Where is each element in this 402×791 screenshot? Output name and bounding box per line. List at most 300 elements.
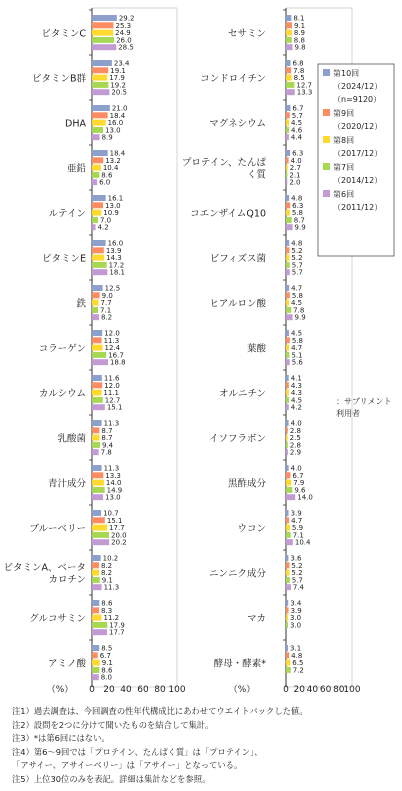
panel-2-data-label: 4.6 xyxy=(291,126,303,135)
panel-2-bar xyxy=(286,577,290,583)
panel-1-bar xyxy=(92,82,108,88)
panel-1-data-label: 10.9 xyxy=(103,209,119,218)
legend-swatch xyxy=(323,109,330,116)
panel-2-data-label: 6.3 xyxy=(292,201,304,210)
panel-1-bar xyxy=(92,487,105,493)
panel-2-category-label: ビフィズス菌 xyxy=(209,253,266,265)
panel-2-data-label: 10.4 xyxy=(294,538,311,547)
panel-1-category-label: 亜鉛 xyxy=(66,163,86,175)
panel-1-bar xyxy=(92,37,114,43)
panel-1-bar xyxy=(92,375,102,381)
panel-2-bar xyxy=(286,525,290,531)
panel-1-category-label: ビタミンA、ベータ xyxy=(3,562,86,574)
panel-1-bar xyxy=(92,60,112,66)
panel-1-bar xyxy=(92,300,99,306)
panel-2-bar xyxy=(286,44,292,50)
panel-2-data-label: 7.4 xyxy=(292,583,305,592)
panel-2-data-label: 2.7 xyxy=(289,164,301,173)
panel-2-data-label: 5.2 xyxy=(291,254,303,263)
panel-2-data-label: 4.8 xyxy=(291,239,303,248)
panel-1-data-label: 12.0 xyxy=(104,329,120,338)
panel-1-bar xyxy=(92,562,99,568)
panel-2-bar xyxy=(286,202,290,208)
panel-2-data-label: 5.7 xyxy=(291,576,303,585)
panel-1-data-label: 7.7 xyxy=(100,299,112,308)
panel-2-data-label: 8.8 xyxy=(293,36,305,45)
panel-1-bar xyxy=(92,494,103,500)
panel-1-data-label: 9.0 xyxy=(101,291,113,300)
panel-1-data-label: 26.0 xyxy=(116,36,132,45)
panel-2-category-label: ヒアルロン酸 xyxy=(209,298,266,310)
panel-2-bar xyxy=(286,240,289,246)
panel-1-bar xyxy=(92,539,109,545)
panel-2-data-label: 4.8 xyxy=(291,651,303,660)
panel-1-bar xyxy=(92,465,102,471)
panel-1-bar xyxy=(92,337,102,343)
panel-2-data-label: 9.1 xyxy=(294,21,306,30)
panel-1-bar xyxy=(92,442,100,448)
panel-2-data-label: 4.4 xyxy=(290,133,303,142)
panel-2-bar xyxy=(286,172,287,178)
panel-1-data-label: 12.0 xyxy=(104,381,120,390)
panel-2-data-label: 4.5 xyxy=(290,119,303,128)
panel-2-data-label: 14.0 xyxy=(297,493,313,502)
panel-2-data-label: 8.5 xyxy=(293,74,305,83)
panel-2-data-label: 4.7 xyxy=(291,516,303,525)
panel-1-x-tick-label: 100 xyxy=(168,685,186,695)
panel-1-bar xyxy=(92,179,97,185)
panel-2-bar xyxy=(286,390,289,396)
panel-1-data-label: 8.7 xyxy=(101,426,113,435)
panel-1-bar xyxy=(92,645,99,651)
panel-1-x-tick-label: 40 xyxy=(120,685,132,695)
panel-1-bar xyxy=(92,615,102,621)
panel-1-data-label: 11.1 xyxy=(103,389,120,398)
panel-1-bar xyxy=(92,44,116,50)
panel-1-data-label: 6.7 xyxy=(99,651,111,660)
panel-1-data-label: 9.1 xyxy=(101,576,113,585)
panel-1-bar xyxy=(92,359,108,365)
panel-2-bar xyxy=(286,442,288,448)
panel-2-category-label: マカ xyxy=(246,613,266,625)
panel-1-bar xyxy=(92,397,103,403)
panel-2-bar xyxy=(286,645,288,651)
panel-2-bar xyxy=(286,67,291,73)
panel-1-data-label: 8.2 xyxy=(100,561,113,570)
panel-2-data-label: 3.0 xyxy=(289,621,302,630)
panel-1-data-label: 20.0 xyxy=(111,531,127,540)
panel-1-unit-label: （%） xyxy=(46,685,74,695)
panel-2-bar xyxy=(286,150,290,156)
panel-1-bar xyxy=(92,112,108,118)
panel-2-bar xyxy=(286,165,288,171)
panel-1-bar xyxy=(92,22,114,28)
panel-2-category-label: 黒酢成分 xyxy=(227,478,266,490)
panel-1-bar xyxy=(92,202,103,208)
panel-1-bar xyxy=(92,172,99,178)
panel-1-bar xyxy=(92,127,103,133)
panel-1-bar xyxy=(92,195,106,201)
panel-2-data-label: 6.7 xyxy=(292,471,304,480)
panel-1-data-label: 10.4 xyxy=(102,164,119,173)
panel-1-x-tick-label: 20 xyxy=(103,685,115,695)
panel-1-bar xyxy=(92,660,100,666)
panel-1-data-label: 14.9 xyxy=(106,486,123,495)
panel-1-bar xyxy=(92,89,109,95)
panel-1-data-label: 14.0 xyxy=(105,479,122,488)
legend-swatch xyxy=(323,190,330,197)
panel-2-bar xyxy=(286,105,290,111)
panel-2-bar xyxy=(286,517,289,523)
panel-1-x-tick-label: 80 xyxy=(154,685,166,695)
panel-2-bar xyxy=(286,255,289,261)
panel-1-data-label: 8.2 xyxy=(100,569,113,578)
panel-1-data-label: 8.6 xyxy=(101,666,113,675)
panel-1-data-label: 13.0 xyxy=(105,126,121,135)
panel-1-bar xyxy=(92,307,98,313)
panel-2-bar xyxy=(286,465,289,471)
panel-2-bar xyxy=(286,375,289,381)
panel-2-bar xyxy=(286,112,290,118)
panel-1-bar xyxy=(92,382,102,388)
panel-2-bar xyxy=(286,615,288,621)
panel-2-data-label: 4.0 xyxy=(290,156,302,165)
panel-1-data-label: 4.2 xyxy=(97,223,109,232)
panel-2-data-label: 5.8 xyxy=(291,209,303,218)
panel-2-bar xyxy=(286,404,289,410)
panel-1-data-label: 11.3 xyxy=(103,419,120,428)
legend-swatch xyxy=(323,136,330,143)
panel-2-x-tick-label: 60 xyxy=(319,685,332,695)
panel-2-bar xyxy=(286,224,293,230)
panel-2-category-label: ウコン xyxy=(237,523,266,535)
panel-2-data-label: 5.6 xyxy=(291,358,303,367)
panel-2-bar xyxy=(286,352,289,358)
panel-2-data-label: 5.2 xyxy=(291,246,303,255)
panel-1-data-label: 28.5 xyxy=(118,43,134,52)
panel-1-data-label: 8.0 xyxy=(100,673,112,682)
legend-series-period: （2020/12） xyxy=(333,122,383,131)
panel-2-bar xyxy=(286,269,290,275)
panel-2-data-label: 4.5 xyxy=(290,396,303,405)
panel-2-data-label: 2.0 xyxy=(289,178,301,187)
panel-1-data-label: 11.3 xyxy=(103,583,120,592)
panel-1-category-label: 鉄 xyxy=(76,298,86,310)
panel-2-data-label: 5.7 xyxy=(291,261,303,270)
panel-2-data-label: 2.1 xyxy=(289,171,301,180)
panel-1-bar xyxy=(92,517,105,523)
panel-1-data-label: 19.2 xyxy=(110,81,126,90)
panel-1-data-label: 13.9 xyxy=(105,246,122,255)
panel-2-data-label: 3.4 xyxy=(290,599,302,608)
panel-2-data-label: 13.3 xyxy=(296,88,313,97)
panel-1-category-label: DHA xyxy=(65,118,86,130)
panel-2-x-tick-label: 0 xyxy=(283,685,289,695)
panel-1-category-label: 青汁成分 xyxy=(47,478,86,490)
panel-2-bar xyxy=(286,120,289,126)
panel-2-bar xyxy=(286,300,289,306)
note-1: 注1）過去調査は、今回調査の性年代構成比にあわせてウエイトバックした値。 xyxy=(12,706,308,716)
panel-1-bar xyxy=(92,472,103,478)
panel-1-data-label: 23.4 xyxy=(113,59,130,68)
panel-1-data-label: 10.7 xyxy=(103,509,119,518)
respondent-label: 利用者 xyxy=(336,409,360,418)
panel-2-data-label: 8.1 xyxy=(293,14,305,23)
panel-1-data-label: 17.2 xyxy=(108,261,125,270)
panel-1-data-label: 13.0 xyxy=(105,493,121,502)
panel-1-bar xyxy=(92,285,103,291)
panel-2-data-label: 2.8 xyxy=(289,426,301,435)
panel-1-bar xyxy=(92,217,98,223)
panel-2-bar xyxy=(286,562,289,568)
note-4: 注4）第6～9回では「プロテイン、たんぱく質」は「プロテイン」、 xyxy=(12,746,263,757)
panel-1-x-tick-label: 0 xyxy=(89,685,95,695)
panel-1-bar xyxy=(92,330,102,336)
panel-1-data-label: 17.7 xyxy=(109,628,125,637)
panel-1-bar xyxy=(92,15,117,21)
panel-1-data-label: 14.3 xyxy=(106,254,122,263)
panel-2-bar xyxy=(286,449,288,455)
panel-1-bar xyxy=(92,525,107,531)
panel-2-data-label: 5.2 xyxy=(291,569,303,578)
panel-2-data-label: 9.6 xyxy=(294,486,306,495)
panel-1-data-label: 7.8 xyxy=(100,448,112,457)
panel-2-data-label: 3.9 xyxy=(290,509,302,518)
panel-1-bar xyxy=(92,600,99,606)
panel-1-bar xyxy=(92,555,101,561)
panel-1-data-label: 11.2 xyxy=(103,614,120,623)
panel-2-data-label: 7.9 xyxy=(293,479,305,488)
panel-1-data-label: 9.4 xyxy=(101,441,114,450)
panel-1-bar xyxy=(92,345,103,351)
panel-2-bar xyxy=(286,15,291,21)
panel-1-category-label: グルコサミン xyxy=(29,613,86,625)
panel-1-bar xyxy=(92,269,107,275)
panel-1-data-label: 20.2 xyxy=(111,538,127,547)
panel-1-category-label: コラーゲン xyxy=(38,343,86,355)
panel-2-data-label: 4.0 xyxy=(290,464,302,473)
legend-sample-size: （n=9120） xyxy=(333,95,382,104)
panel-1-bar xyxy=(92,607,99,613)
panel-2-data-label: 8.7 xyxy=(293,216,305,225)
panel-2-bar xyxy=(286,600,288,606)
panel-1-bar xyxy=(92,652,98,658)
panel-1-data-label: 16.0 xyxy=(107,239,124,248)
panel-2-bar xyxy=(286,89,295,95)
panel-2-data-label: 6.3 xyxy=(292,149,304,158)
panel-1-data-label: 18.4 xyxy=(109,149,126,158)
panel-1-bar xyxy=(92,629,107,635)
panel-1-bar xyxy=(92,427,99,433)
panel-2-data-label: 7.1 xyxy=(292,531,304,540)
panel-1-bar xyxy=(92,420,102,426)
panel-2-bar xyxy=(286,660,290,666)
panel-1-data-label: 24.9 xyxy=(115,29,131,38)
panel-1-data-label: 11.3 xyxy=(103,336,120,345)
panel-1-bar xyxy=(92,584,102,590)
note-3: 注3）*は第6回にはない。 xyxy=(12,733,110,743)
legend-series-period: （2014/12） xyxy=(333,176,383,185)
panel-1-bar xyxy=(92,247,104,253)
panel-1-data-label: 13.2 xyxy=(105,156,121,165)
panel-1-data-label: 25.3 xyxy=(115,21,132,30)
panel-1-bar xyxy=(92,255,104,261)
panel-2-data-label: 5.8 xyxy=(291,336,303,345)
panel-1-data-label: 11.3 xyxy=(103,464,120,473)
panel-1-data-label: 10.2 xyxy=(102,554,119,563)
legend-series-period: （2011/12） xyxy=(333,203,383,212)
panel-2-bar xyxy=(286,397,289,403)
panel-2-unit-label: （%） xyxy=(228,685,256,695)
panel-1-category-label: カルシウム xyxy=(38,388,86,400)
panel-1-category-label: ビタミンE xyxy=(41,253,86,265)
panel-2-category-label: ニンニク成分 xyxy=(208,568,266,580)
panel-2-bar xyxy=(286,652,289,658)
legend-box xyxy=(318,64,394,256)
panel-1-bar xyxy=(92,390,101,396)
legend-series-name: 第10回 xyxy=(333,69,360,78)
panel-1-bar xyxy=(92,404,105,410)
panel-1-bar xyxy=(92,352,106,358)
panel-2-bar xyxy=(286,330,289,336)
panel-1-bar xyxy=(92,120,106,126)
panel-2-category-label: イソフラボン xyxy=(208,433,266,445)
panel-2-bar xyxy=(286,487,292,493)
panel-1-data-label: 8.6 xyxy=(101,599,113,608)
panel-2-bar xyxy=(286,22,292,28)
panel-2-data-label: 4.0 xyxy=(290,419,302,428)
panel-1-data-label: 8.5 xyxy=(101,644,113,653)
panel-1-data-label: 8.6 xyxy=(101,171,113,180)
panel-1-data-label: 20.5 xyxy=(111,88,128,97)
note-4-continued: 「アサイー、アサイーベリー」は「アサイー」となっている。 xyxy=(12,760,243,770)
panel-2-bar xyxy=(286,510,289,516)
panel-2-data-label: 3.9 xyxy=(290,606,302,615)
note-5: 注5）上位30位のみを表記。詳細は集計などを参照。 xyxy=(12,773,211,784)
panel-1-bar xyxy=(92,532,109,538)
legend-swatch xyxy=(323,69,330,76)
panel-2-bar xyxy=(286,420,289,426)
panel-2-bar xyxy=(286,30,292,36)
panel-2-category-label: オルニチン xyxy=(218,388,266,400)
panel-1-category-label: ビタミンC xyxy=(41,28,86,40)
panel-2-bar xyxy=(286,667,291,673)
note-2: 注2）設問を2つに分けて聞いたものを結合して集計。 xyxy=(12,719,214,730)
panel-2-bar xyxy=(286,314,293,320)
panel-2-data-label: 4.7 xyxy=(291,284,303,293)
panel-2-data-label: 2.8 xyxy=(289,441,301,450)
panel-2-bar xyxy=(286,337,290,343)
panel-2-bar xyxy=(286,60,290,66)
panel-2-category-label: 葉酸 xyxy=(246,343,266,355)
panel-1-data-label: 16.7 xyxy=(108,351,124,360)
panel-1-data-label: 13.3 xyxy=(105,471,121,480)
panel-2-data-label: 4.2 xyxy=(290,403,302,412)
panel-1-data-label: 8.9 xyxy=(101,133,113,142)
panel-1-category-label: ルテイン xyxy=(48,208,86,220)
panel-2-data-label: 5.9 xyxy=(291,524,304,533)
panel-2-data-label: 2.5 xyxy=(289,434,301,443)
panel-2-bar xyxy=(286,292,290,298)
panel-1-bar xyxy=(92,292,100,298)
panel-2-bar xyxy=(286,539,293,545)
panel-1-data-label: 15.1 xyxy=(106,403,123,412)
panel-2-data-label: 5.2 xyxy=(291,561,303,570)
panel-1-data-label: 7.1 xyxy=(100,306,112,315)
panel-2-data-label: 3.0 xyxy=(289,614,302,623)
panel-2-bar xyxy=(286,127,289,133)
panel-2-bar xyxy=(286,82,294,88)
respondent-label: ：サプリメント xyxy=(336,397,392,406)
panel-1-data-label: 29.2 xyxy=(118,14,135,23)
panel-1-bar xyxy=(92,667,99,673)
panel-1-data-label: 8.2 xyxy=(100,313,113,322)
panel-2-data-label: 5.7 xyxy=(291,268,303,277)
panel-2-bar xyxy=(286,472,290,478)
panel-2-bar xyxy=(286,247,289,253)
panel-2-data-label: 8.9 xyxy=(293,29,306,38)
panel-2-data-label: 4.3 xyxy=(290,389,302,398)
panel-1-bar xyxy=(92,622,107,628)
panel-1-bar xyxy=(92,577,100,583)
panel-2-data-label: 4.7 xyxy=(291,344,303,353)
panel-1-bar xyxy=(92,570,99,576)
panel-2-data-label: 4.8 xyxy=(291,194,303,203)
panel-1-bar xyxy=(92,224,96,230)
panel-2-bar xyxy=(286,555,288,561)
panel-2-x-tick-label: 20 xyxy=(293,685,305,695)
panel-1-data-label: 18.8 xyxy=(109,358,126,367)
panel-2-bar xyxy=(286,532,291,538)
panel-1-bar xyxy=(92,67,108,73)
panel-2-x-tick-label: 100 xyxy=(343,685,361,695)
legend-series-period: （2024/12） xyxy=(333,82,383,91)
panel-2-data-label: 7.8 xyxy=(293,306,305,315)
panel-1-data-label: 19.1 xyxy=(110,66,126,75)
panel-2-bar xyxy=(286,359,290,365)
panel-2-category-label: マグネシウム xyxy=(209,118,266,130)
panel-1-bar xyxy=(92,105,110,111)
panel-1-bar xyxy=(92,134,100,140)
panel-2-data-label: 9.9 xyxy=(294,223,306,232)
panel-1-data-label: 21.0 xyxy=(111,104,128,113)
panel-2-bar xyxy=(286,179,287,185)
panel-1-bar xyxy=(92,480,104,486)
panel-2-bar xyxy=(286,584,291,590)
panel-2-data-label: 5.8 xyxy=(291,291,303,300)
panel-2-data-label: 7.8 xyxy=(293,66,305,75)
panel-1-category-label: アミノ酸 xyxy=(47,658,86,670)
panel-2-x-tick-label: 80 xyxy=(333,685,345,695)
panel-2-data-label: 12.7 xyxy=(296,81,312,90)
panel-1-bar xyxy=(92,510,101,516)
panel-1-data-label: 9.1 xyxy=(101,659,113,668)
panel-1-data-label: 6.0 xyxy=(99,178,111,187)
panel-2-data-label: 7.2 xyxy=(292,666,304,675)
panel-1-bar xyxy=(92,435,99,441)
panel-2-bar xyxy=(286,217,292,223)
panel-1-data-label: 7.0 xyxy=(99,216,112,225)
panel-2-bar xyxy=(286,427,288,433)
panel-2-data-label: 4.5 xyxy=(290,329,303,338)
panel-2-data-label: 3.1 xyxy=(290,644,302,653)
panel-1-bar xyxy=(92,150,108,156)
legend-series-name: 第7回 xyxy=(333,163,355,172)
panel-2-bar xyxy=(286,494,295,500)
panel-1-data-label: 17.9 xyxy=(109,74,125,83)
panel-1-data-label: 8.3 xyxy=(101,606,113,615)
panel-1-bar xyxy=(92,75,107,81)
